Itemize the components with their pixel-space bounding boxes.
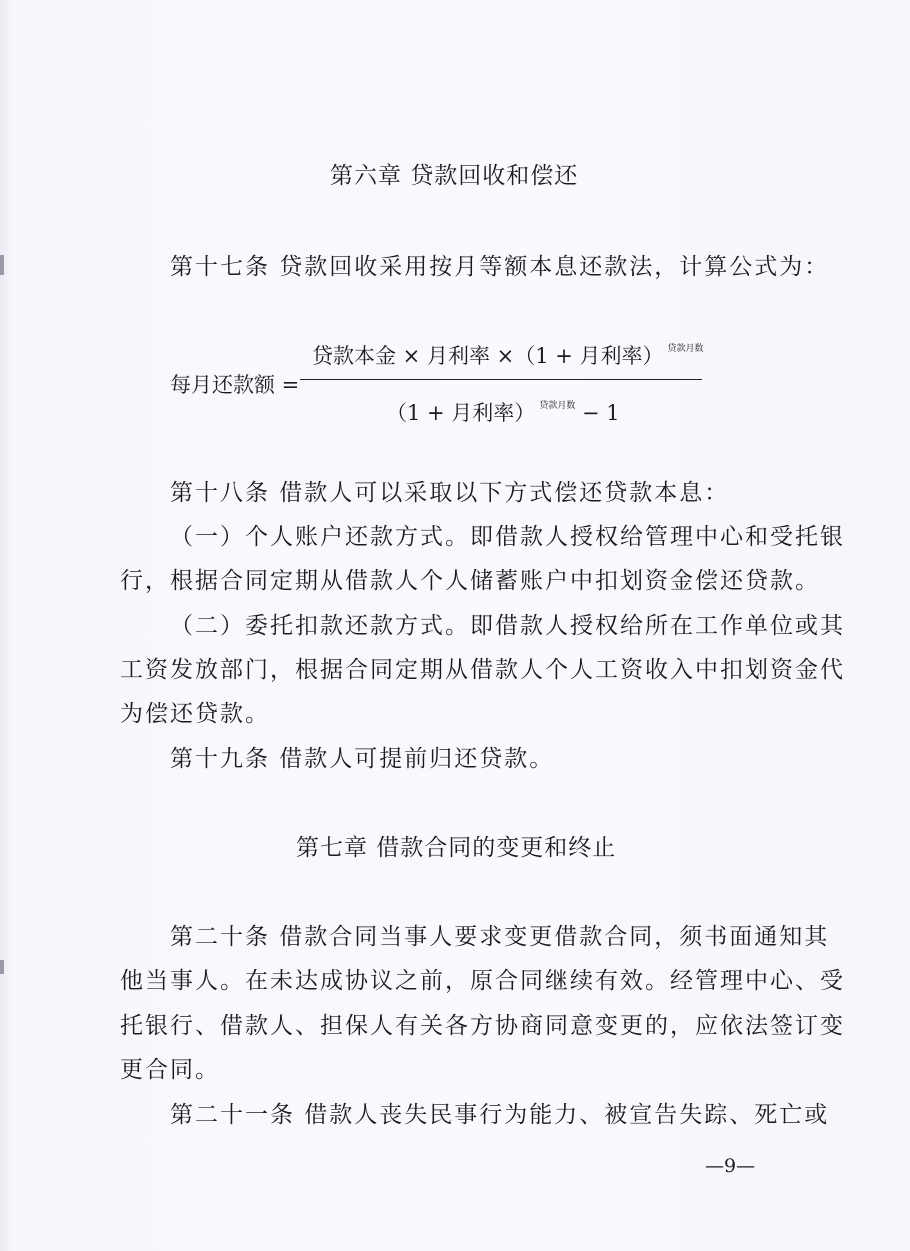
binding-mark (0, 255, 4, 275)
fraction-bar (300, 379, 702, 380)
binding-mark (0, 960, 4, 974)
denominator-text: （1 + 月利率） (386, 401, 536, 425)
page-number: —9— (705, 1155, 756, 1177)
denominator-tail: − 1 (582, 401, 620, 425)
article-18-item-2-line-3: 为偿还贷款。 (120, 701, 270, 727)
numerator-superscript: 贷款月数 (667, 344, 704, 354)
article-20-line-1: 第二十条 借款合同当事人要求变更借款合同，须书面通知其 (170, 924, 830, 950)
article-20-line-2: 他当事人。在未达成协议之前，原合同继续有效。经管理中心、受 (120, 968, 845, 994)
article-21-line-1: 第二十一条 借款人丧失民事行为能力、被宣告失踪、死亡或 (170, 1102, 830, 1128)
chapter-6-heading: 第六章 贷款回收和偿还 (330, 163, 579, 189)
numerator-text: 贷款本金 × 月利率 ×（1 + 月利率） (312, 344, 664, 368)
denominator-superscript: 贷款月数 (539, 401, 576, 411)
article-20-line-3: 托银行、借款人、担保人有关各方协商同意变更的，应依法签订变 (120, 1013, 845, 1039)
formula-denominator (386, 397, 620, 427)
article-20-line-4: 更合同。 (120, 1057, 220, 1083)
article-18-item-1-line-2: 行，根据合同定期从借款人个人储蓄账户中扣划资金偿还贷款。 (120, 568, 820, 594)
article-18-item-2-line-2: 工资发放部门，根据合同定期从借款人个人工资收入中扣划资金代 (120, 657, 845, 683)
article-18-item-1-line-1: （一）个人账户还款方式。即借款人授权给管理中心和受托银 (170, 524, 845, 550)
article-18-item-2-line-1: （二）委托扣款还款方式。即借款人授权给所在工作单位或其 (170, 613, 845, 639)
formula-numerator (312, 340, 704, 370)
chapter-7-heading: 第七章 借款合同的变更和终止 (296, 835, 617, 861)
formula-lhs: 每月还款额 = (170, 373, 300, 397)
article-17: 第十七条 贷款回收采用按月等额本息还款法，计算公式为： (170, 254, 830, 280)
article-19: 第十九条 借款人可提前归还贷款。 (170, 746, 555, 772)
article-18: 第十八条 借款人可以采取以下方式偿还贷款本息： (170, 480, 730, 506)
